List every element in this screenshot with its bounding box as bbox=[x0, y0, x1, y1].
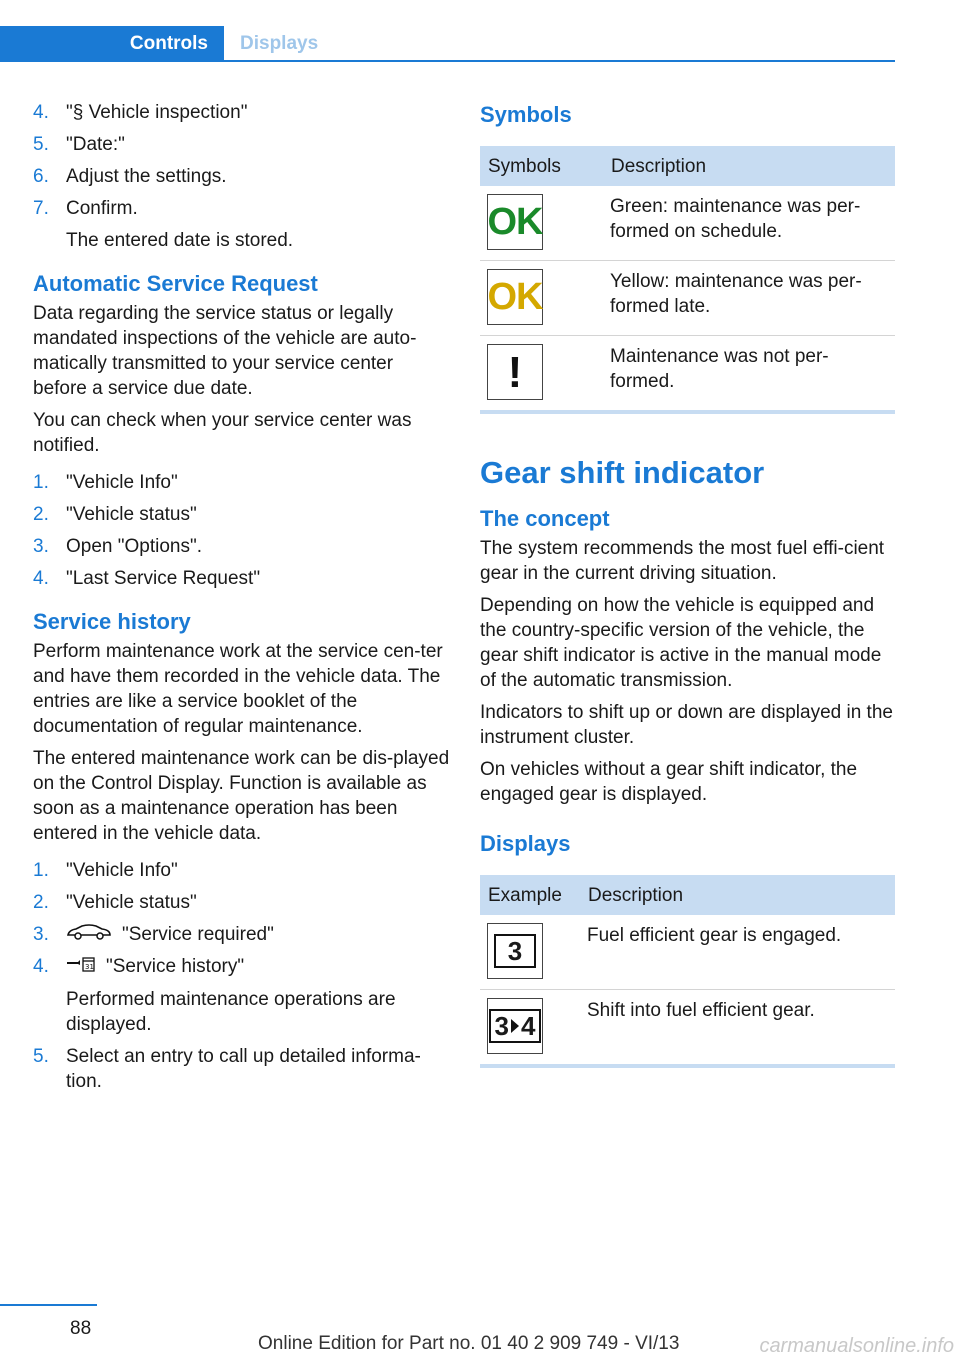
symbol-label: ! bbox=[507, 347, 523, 397]
step-text: "Service history" bbox=[106, 956, 245, 978]
ok-yellow-icon bbox=[487, 269, 543, 325]
page-number: 88 bbox=[70, 1318, 92, 1339]
column-header: Example bbox=[480, 875, 580, 915]
service-history-icon bbox=[66, 955, 96, 980]
symbols-heading: Symbols bbox=[480, 102, 572, 127]
step-text: Adjust the settings. bbox=[66, 166, 227, 187]
step-number: 4. bbox=[33, 102, 49, 123]
column-header: Symbols bbox=[480, 146, 603, 186]
step-number: 1. bbox=[33, 860, 49, 881]
asr-paragraph: Data regarding the service status or legally mandated inspections of the vehicle are auto‐matically transmitted to your service center before a service due date. bbox=[33, 303, 417, 399]
list-item bbox=[33, 196, 451, 253]
service-history-steps bbox=[33, 858, 451, 1094]
column-header: Description bbox=[603, 146, 895, 186]
table-header-row bbox=[480, 875, 895, 915]
gear-shift-heading: Gear shift indicator bbox=[480, 455, 765, 490]
watermark: carmanualsonline.info bbox=[759, 1335, 954, 1357]
table-end-rule bbox=[480, 410, 895, 414]
list-item bbox=[33, 890, 451, 915]
symbols-table bbox=[480, 146, 895, 410]
right-column bbox=[480, 100, 895, 1068]
step-text: "Vehicle Info" bbox=[66, 472, 178, 493]
car-icon bbox=[66, 922, 112, 947]
tab-controls[interactable]: Controls bbox=[0, 26, 224, 62]
concept-paragraph: On vehicles without a gear shift indicator, the engaged gear is displayed. bbox=[480, 759, 858, 805]
service-history-heading: Service history bbox=[33, 609, 191, 634]
asr-paragraph: You can check when your service center was notified. bbox=[33, 410, 412, 456]
display-description: Fuel efficient gear is engaged. bbox=[580, 915, 895, 990]
asr-steps bbox=[33, 470, 451, 591]
step-note: Performed maintenance operations are displayed. bbox=[66, 988, 396, 1035]
left-column bbox=[33, 100, 451, 1101]
ok-green-icon bbox=[487, 194, 543, 250]
step-text: "§ Vehicle inspection" bbox=[66, 102, 248, 123]
symbol-label: OK bbox=[487, 275, 543, 318]
column-header: Description bbox=[580, 875, 895, 915]
list-item bbox=[33, 858, 451, 883]
step-text: "Vehicle Info" bbox=[66, 860, 178, 881]
concept-paragraph: Indicators to shift up or down are displayed in the instrument cluster. bbox=[480, 702, 893, 748]
asr-heading: Automatic Service Request bbox=[33, 271, 318, 296]
gear-number: 4 bbox=[521, 1011, 536, 1041]
table-row bbox=[480, 990, 895, 1065]
step-text: "Service required" bbox=[122, 924, 274, 945]
gear-engaged-icon bbox=[487, 923, 543, 979]
list-item bbox=[33, 100, 451, 125]
displays-heading: Displays bbox=[480, 831, 571, 856]
footer-rule bbox=[0, 1304, 97, 1306]
step-number: 5. bbox=[33, 134, 49, 155]
symbol-description: Green: maintenance was per‐formed on schedule. bbox=[603, 186, 895, 261]
table-header-row bbox=[480, 146, 895, 186]
list-item bbox=[33, 470, 451, 495]
step-number: 3. bbox=[33, 924, 49, 945]
gear-number: 3 bbox=[494, 1011, 509, 1041]
tab-displays[interactable]: Displays bbox=[240, 33, 319, 54]
table-row bbox=[480, 336, 895, 411]
svg-text:31: 31 bbox=[85, 962, 94, 971]
step-text: "Vehicle status" bbox=[66, 892, 197, 913]
step-number: 5. bbox=[33, 1045, 49, 1067]
exclamation-icon bbox=[487, 344, 543, 400]
step-text: Select an entry to call up detailed informa‐tion. bbox=[66, 1045, 421, 1092]
list-item bbox=[33, 132, 451, 157]
step-text: Open "Options". bbox=[66, 536, 203, 557]
table-end-rule bbox=[480, 1064, 895, 1068]
shift-arrow-icon bbox=[511, 1019, 519, 1033]
step-number: 2. bbox=[33, 892, 49, 913]
step-number: 3. bbox=[33, 536, 49, 557]
step-text: "Date:" bbox=[66, 134, 125, 155]
list-item bbox=[33, 534, 451, 559]
table-row bbox=[480, 261, 895, 336]
display-description: Shift into fuel efficient gear. bbox=[587, 1000, 815, 1021]
list-item bbox=[33, 566, 451, 591]
concept-heading: The concept bbox=[480, 506, 610, 531]
gear-number: 3 bbox=[507, 936, 523, 966]
step-number: 7. bbox=[33, 198, 49, 219]
inspection-steps bbox=[33, 100, 451, 253]
step-text: Confirm. bbox=[66, 198, 138, 219]
step-number: 4. bbox=[33, 956, 49, 978]
table-row bbox=[480, 915, 895, 990]
list-item bbox=[33, 502, 451, 527]
gear-shift-up-icon bbox=[487, 998, 543, 1054]
list-item bbox=[33, 922, 451, 947]
list-item bbox=[33, 954, 451, 1036]
step-text: "Vehicle status" bbox=[66, 504, 197, 525]
symbol-description: Maintenance was not per‐formed. bbox=[610, 346, 829, 392]
step-note: The entered date is stored. bbox=[66, 230, 294, 251]
concept-paragraph: The system recommends the most fuel effi‐cient gear in the current driving situation. bbox=[480, 538, 885, 584]
step-number: 6. bbox=[33, 166, 49, 187]
table-row bbox=[480, 186, 895, 261]
header-tabs bbox=[0, 26, 895, 62]
symbol-description: Yellow: maintenance was per‐formed late. bbox=[603, 261, 895, 336]
edition-line: Online Edition for Part no. 01 40 2 909 749 - VI/13 bbox=[258, 1333, 680, 1354]
step-number: 4. bbox=[33, 568, 49, 589]
step-text: "Last Service Request" bbox=[66, 568, 261, 589]
concept-paragraph: Depending on how the vehicle is equipped and the country-specific version of the vehicle, the gear shift indicator is active in the manual mode of the automatic transmission. bbox=[480, 595, 882, 691]
list-item bbox=[33, 1044, 451, 1094]
service-history-paragraph: The entered maintenance work can be dis‐played on the Control Display. Function is available as soon as a maintenance operation has been entered in the vehicle data. bbox=[33, 748, 450, 844]
step-number: 2. bbox=[33, 504, 49, 525]
service-history-paragraph: Perform maintenance work at the service cen‐ter and have them recorded in the vehicle data. The entries are like a service booklet of the documentation of regular maintenance. bbox=[33, 641, 443, 737]
list-item bbox=[33, 164, 451, 189]
displays-table bbox=[480, 875, 895, 1064]
header-rule bbox=[0, 60, 895, 62]
step-number: 1. bbox=[33, 472, 49, 493]
symbol-label: OK bbox=[487, 200, 543, 243]
